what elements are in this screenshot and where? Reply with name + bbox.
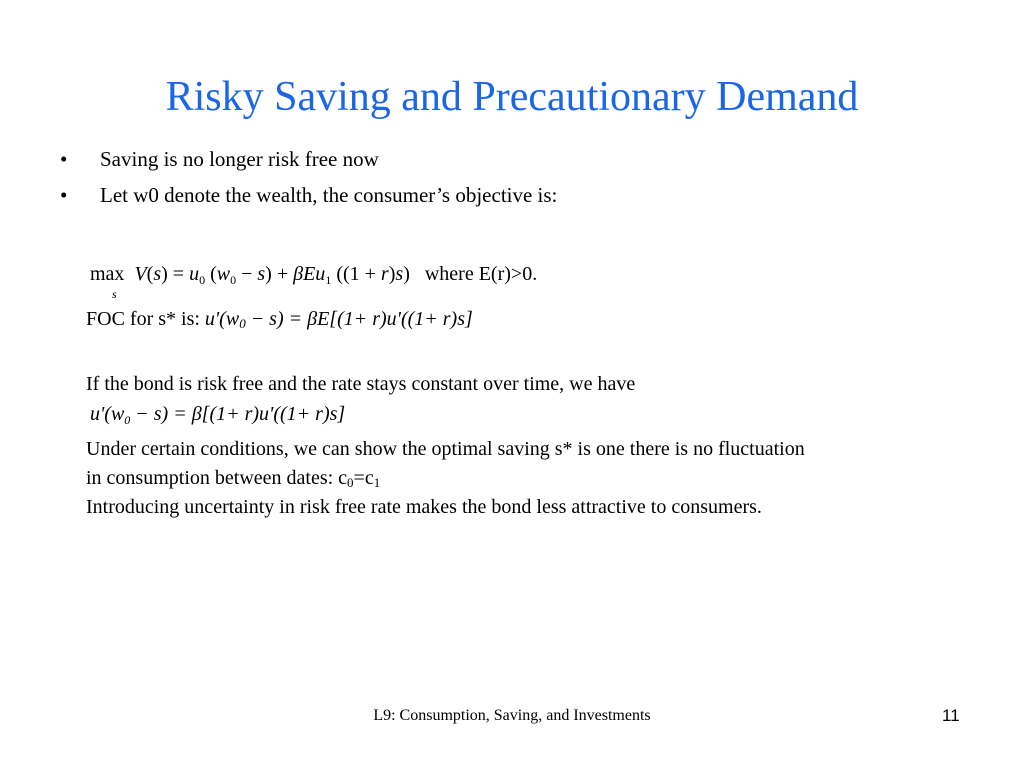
foc-label: FOC for s* is: [86,308,200,330]
conditions-line-3: Introducing uncertainty in risk free rate makes the bond less attractive to consumers. [86,496,762,518]
riskfree-equation: $u'(w_0 - s) = \beta[(1+ r)u'((1+ r)s]$ [90,403,346,427]
slide-title: Risky Saving and Precautionary Demand [165,74,859,120]
conditions-line-2: in consumption between dates: $c_0=c_1$ [86,467,381,490]
objective-equation: max s $V(s) = u_0$ $(w_0 - s) + \beta Eu_1$ ((1 + r)s) where E(r)>0. [90,263,538,301]
objective-condition: where E(r)>0. [424,263,538,285]
max-operator: max s [90,263,125,301]
bullet-dot: • [60,147,68,171]
bullet-text: Let w0 denote the wealth, the consumer’s objective is: [100,183,558,207]
foc-equation: $u'(w_0 - s) = \beta E[(1+ r)u'((1+ r)s]$ [204,308,473,331]
page-number: 11 [942,706,960,725]
slide-footer: L9: Consumption, Saving, and Investments [373,707,651,724]
bullet-item [60,146,379,172]
bullet-item [60,182,557,208]
riskfree-text: If the bond is risk free and the rate stays constant over time, we have [86,373,636,395]
conditions-line-1: Under certain conditions, we can show the optimal saving s* is one there is no fluctuation [86,438,805,460]
bullet-dot: • [60,183,68,207]
foc-line [86,305,473,337]
bullet-text: Saving is no longer risk free now [100,147,379,171]
